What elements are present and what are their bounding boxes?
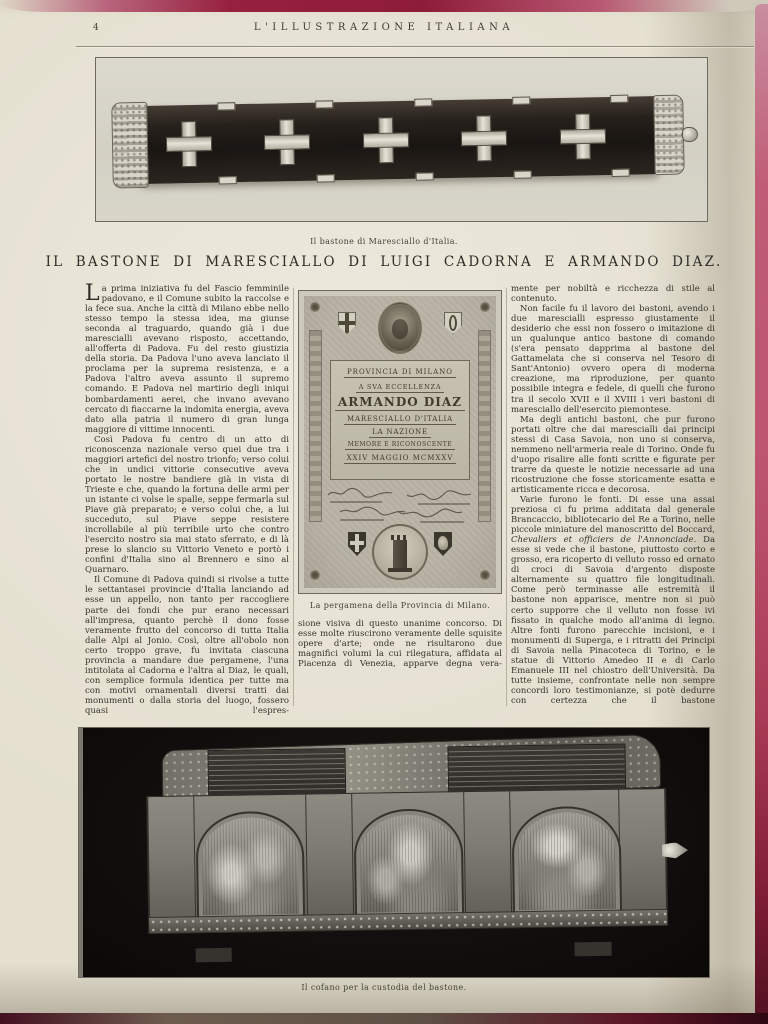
riveted-pilaster (463, 792, 512, 929)
column-rule (506, 288, 507, 706)
savoy-cross-icon (264, 119, 311, 166)
column-1 (85, 281, 289, 716)
casket-caption: Il cofano per la custodia del bastone. (301, 983, 467, 992)
diaz-portrait-medallion (378, 302, 422, 354)
signature-squiggle (404, 488, 474, 502)
serpent-shield-icon (444, 312, 462, 334)
photo-edge-bottom (0, 1013, 768, 1024)
article-paragraph: Il Comune di Padova quindi si rivolse a tutte le settantasei provincie d'Italia lanciando ad esse un appello, non tanto per raccogliere parte dei fondi che pur erano necessari all'impresa, quanto perchè il dono fosse veramente frutto del concorso di tutta Italia dalle Alpi al Jonio. Così, oltre all'obolo non certo troppo grave, fu invitata ciascuna provincia a mandare due pergamene, l'una intitolata al Cadorna e l'altra al Diaz, le quali, con semplice formula identica per tutte ma con motivi ornamentali diversi tratti dai monumenti o dalla storia del luogo, fossero quasi l'espres- (85, 575, 289, 716)
column-2 (298, 284, 502, 669)
lion-shield-icon (434, 532, 452, 556)
parchment-text-panel (330, 360, 470, 480)
cross-edge-tab (611, 95, 629, 103)
parchment-line: PROVINCIA DI MILANO (331, 368, 469, 378)
cross-edge-tab (317, 174, 335, 182)
paragraph-text: Da esse si vede che il bastone, piuttosto corto e grosso, era ricoperto di velluto rosso ed ornato di croci di Savoia d'argento disposte alternamente su quattro file longitudinali. Come però terminasse alle estremità il bastone non apparisce, mentre non si può certo supporre che il velluto non fosse ivi fissato in qualche modo all'anima di legno. Altre fonti furono parecchie incisioni, e i monumenti di Superga, e i ritratti dei Principi di Savoia nella Pinacoteca di Torino, e le statue di Vittorio Amedeo II e di Carlo Emanuele III nel chiostro dell'Università. Da tutte insieme, confrontate nelle non sempre concordi loro testimonianze, si potè dedurre con certezza che il bastone (511, 535, 716, 706)
masthead-title: L'ILLUSTRAZIONE ITALIANA (253, 22, 515, 33)
parchment-line: A SVA ECCELLENZA (331, 383, 469, 393)
signatures-block (324, 486, 476, 526)
castle-tower-icon (393, 540, 407, 570)
page-number: 4 (93, 23, 99, 33)
signature-squiggle (326, 486, 396, 500)
cross-edge-tab (217, 102, 235, 110)
casket-illustration (145, 738, 668, 955)
parchment-figure (298, 290, 502, 594)
battle-scene-engraving (201, 817, 299, 915)
cross-shield-icon (338, 312, 356, 334)
drop-cap: L (85, 281, 100, 306)
engraved-arch-panel (512, 806, 622, 916)
cross-edge-tab (612, 169, 630, 177)
savoy-cross-icon (165, 121, 212, 168)
article-paragraph: Ma degli antichi bastoni, che pur furono portati oltre che dai marescialli dai principi stessi di Casa Savoia, non uno si conserva, nemmeno nell'armeria reale di Torino. Onde fu d'uopo risalire alle fonti scritte e figurate per trarre da queste le notizie necessarie ad una ricostruzione che fosse storicamente esatta e artisticamente ricca e decorosa. (511, 414, 715, 495)
savoy-cross-icon (362, 117, 409, 164)
baton-silver-cap-right (653, 95, 685, 176)
article-paragraph (85, 281, 289, 435)
signature-caption-bar (418, 503, 470, 505)
article-paragraph (511, 495, 715, 706)
rosette-ornament (480, 302, 490, 312)
battle-scene-engraving (518, 812, 616, 910)
article-paragraph: Non facile fu il lavoro dei bastoni, avendo i due marescialli espresso giustamente il desiderio che essi non fossero o imitazione di un qualunque antico bastone di comando (s'era pensato dapprima al bastone del Gattamelata che si conserva nel Tesoro di Sant'Antonio) ovvero opera di moderna creazione, ma riproduzione, per quanto possibile integra e fedele, di quelli che furono tra il secolo XVII e il XVIII i veri bastoni di maresciallo dell'esercito piemontese. (511, 304, 715, 415)
cross-edge-tab (512, 97, 530, 105)
parchment-line: LA NAZIONE (331, 428, 469, 438)
savoy-shield-icon (348, 532, 366, 556)
column-rule (293, 288, 294, 706)
rosette-ornament (310, 570, 320, 580)
ornament-column-right (478, 330, 491, 522)
parchment-line: MEMORE E RICONOSCENTE (331, 441, 469, 450)
parchment-caption: La pergamena della Provincia di Milano. (309, 601, 491, 610)
rosette-ornament (480, 570, 490, 580)
book-title-italic: Chevaliers et officiers de l'Annonciade. (511, 535, 697, 546)
casket-foot (575, 942, 612, 957)
signature-squiggle (396, 506, 466, 520)
baton-finial (682, 127, 698, 142)
casket-front (146, 788, 668, 934)
baton-caption: Il bastone di Maresciallo d'Italia. (310, 237, 458, 246)
header-rule (76, 46, 754, 47)
savoy-cross-icon (559, 113, 606, 160)
parchment-line: MARESCIALLO D'ITALIA (331, 415, 469, 425)
parchment-date-line: XXIV MAGGIO MCMXXV (331, 454, 469, 464)
photo-edge-right (755, 4, 768, 1024)
article-columns (85, 281, 718, 716)
riveted-pilaster (147, 796, 196, 933)
paragraph-text: a prima iniziativa fu del Fascio femminile padovano, e il Comune subito la raccolse e la fece sua. Anche la città di Milano ebbe nello stesso tempo la stessa idea, ma giunse seconda al traguardo, quando già i due marescialli avevano risposto, accettando, all'offerta di Padova. Fu del resto giustizia della storia. Da Padova l'uno aveva lanciato il proclama per la suprema resistenza, e a Padova l'altro aveva assunto il supremo comando. E Padova nel martirio degli iniqui bombardamenti aerei, che invano avevano cercato di fiaccarne la indomita energia, aveva dato alla patria il numero di gran lunga maggiore di vittime innocenti. (85, 284, 289, 435)
signature-caption-bar (330, 501, 382, 503)
article-paragraph: mente per nobiltà e ricchezza di stile al contenuto. (511, 284, 715, 305)
tower-medallion (372, 524, 428, 580)
casket-foot (195, 947, 232, 962)
engraved-arch-panel (195, 811, 305, 921)
riveted-pilaster (619, 789, 668, 926)
article-paragraph: Così Padova fu centro di un atto di riconoscenza nazionale verso quei due tra i maggiori artefici del nostro trionfo; verso colui che in undici vittorie consecutive aveva portato le nostre bandiere già in vista di Trieste e che, quando la fortuna delle armi per un istante ci volse le spalle, seppe fermarla sul Piave già preparato; e verso colui che, a lui succeduto, sul Piave seppe resistere incrollabile al più terribile urto che contro l'esercito nostro sia mai stato sferrato, e di là prese lo slancio su Vittorio Veneto e portò i confini d'Italia sino al Brennero e sino al Quarnaro. (85, 434, 289, 576)
ornament-column-left (309, 330, 322, 522)
photo-edge-top (0, 0, 768, 12)
baton-body (139, 96, 658, 184)
engraved-arch-panel (354, 809, 464, 919)
cross-edge-tab (218, 176, 236, 184)
paragraph-text: Varie furono le fonti. Di esse una assai preziosa ci fu prima additata dal generale Brancaccio, bibliotecario del Re a Torino, nelle piccole miniature del manoscritto del Boccard, (511, 494, 715, 536)
casket-figure (78, 727, 710, 978)
column-3 (511, 284, 715, 706)
article-headline: IL BASTONE DI MARESCIALLO DI LUIGI CADORNA E ARMANDO DIAZ. (45, 254, 723, 270)
cross-edge-tab (315, 100, 333, 108)
baton-silver-cap-left (111, 102, 149, 189)
shell-handle (662, 842, 688, 858)
parchment-illustration (304, 296, 496, 588)
signature-caption-bar (420, 521, 464, 523)
baton-illustration (111, 88, 691, 191)
cross-edge-tab (414, 98, 432, 106)
cross-edge-tab (415, 172, 433, 180)
battle-scene-engraving (360, 815, 458, 913)
article-paragraph: sione visiva di questo unanime concorso. Di esse molte riuscirono veramente delle squisite opere d'arte; onde ne risultarono due magnifici volumi la cui rilegatura, affidata al Piacenza di Venezia, apparve degna vera- (298, 619, 502, 670)
parchment-name-line: ARMANDO DIAZ (331, 395, 469, 411)
rosette-ornament (310, 302, 320, 312)
cross-edge-tab (514, 170, 532, 178)
signature-caption-bar (340, 519, 384, 521)
baton-figure (95, 57, 708, 222)
savoy-cross-icon (461, 115, 508, 162)
riveted-pilaster (305, 794, 354, 931)
